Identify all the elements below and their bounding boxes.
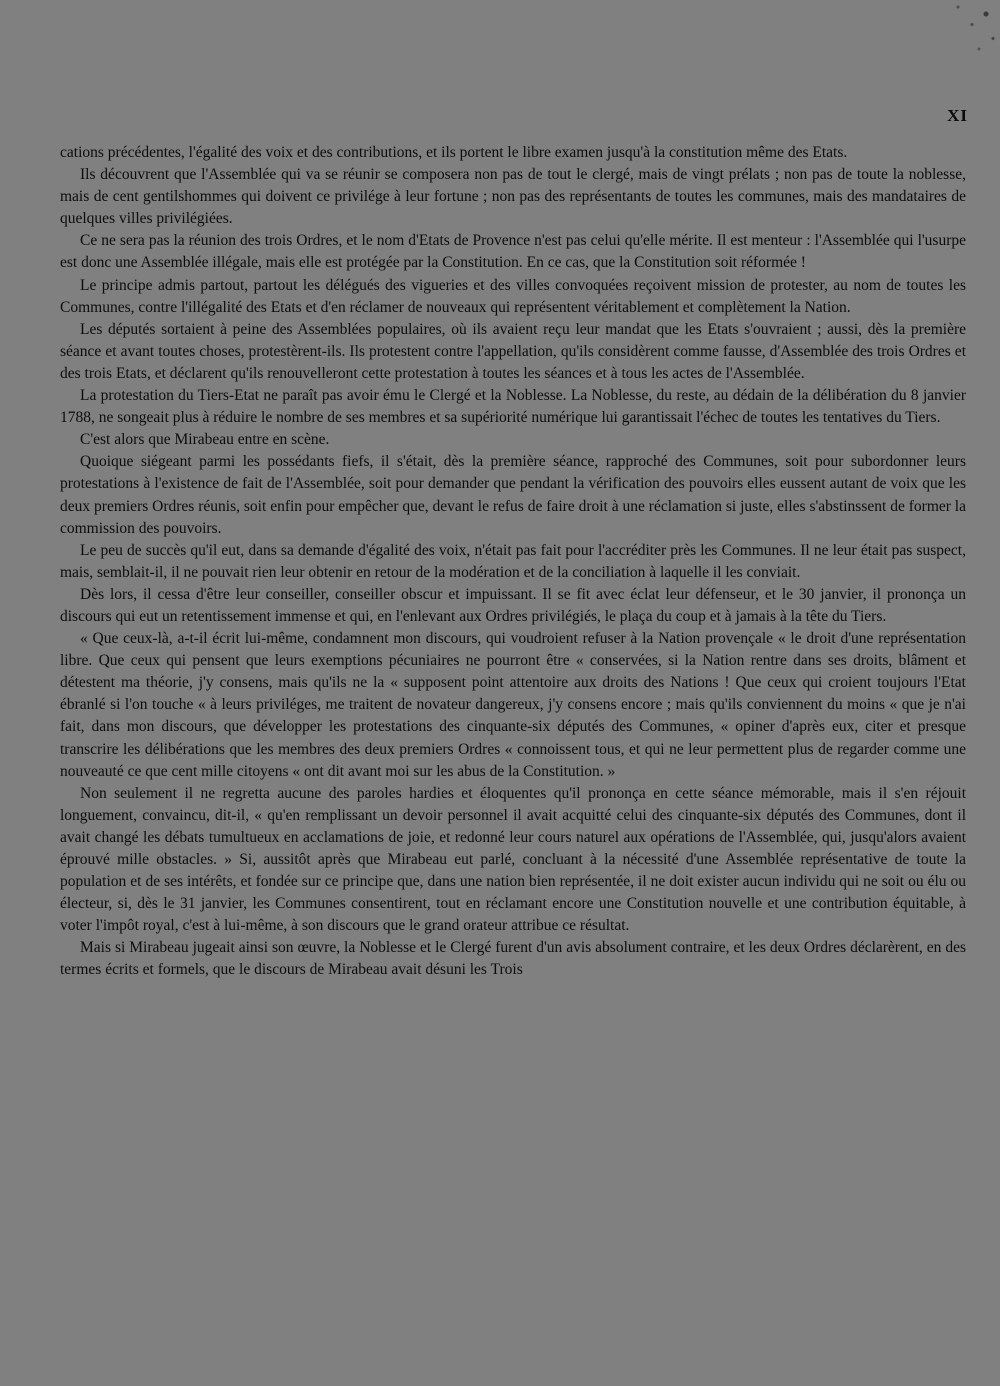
scan-speckle (930, 0, 1000, 70)
paragraph: Ce ne sera pas la réunion des trois Ordres, et le nom d'Etats de Provence n'est pas celui qu'elle mérite. Il est menteur : l'Assemblée qui l'usurpe est donc une Assemblée illégale, mais elle est protégée par la Constitution. En ce cas, que la Constitution soit réformée ! (60, 232, 966, 272)
paragraph: Ils découvrent que l'Assemblée qui va se réunir se composera non pas de tout le clergé, mais de vingt prélats ; non pas de toute la noblesse, mais de cent gentilshommes qui doivent ce privilége à leur fortune ; non pas des représentants de toutes les communes, mais des mandataires de quelques villes privilégiées. (60, 166, 966, 228)
paragraph: Le principe admis partout, partout les délégués des vigueries et des villes convoquées reçoivent mission de protester, au nom de toutes les Communes, contre l'illégalité des Etats et d'en réclamer de nouveaux qui représentent véritablement et complètement la Nation. (60, 276, 966, 316)
quote-paragraph: « Que ceux-là, a-t-il écrit lui-même, condamnent mon discours, qui voudroient refuser à la Nation provençale « le droit d'une représentation libre. Que ceux qui pensent que leurs exemptions pécuniaires ne pourront être « conservées, si la Nation rentre dans ses droits, blâment et détestent ma théorie, j'y consens, mais qu'ils ne la « supposent point attentoire aux droits des Nations ! Que ceux qui croient toujours l'Etat ébranlé si l'on touche « à leurs priviléges, me traitent de novateur dangereux, j'y consens encore ; mais qu'ils conviennent du moins « que je n'ai fait, dans mon discours, que développer les protestations des cinquante-six députés des Communes, « opiner d'après eux, citer et presque transcrire les délibérations que les membres des deux premiers Ordres « connoissent tous, et qui ne leur permettent plus de regarder comme une nouveauté ce que cent mille citoyens « ont dit avant moi sur les abus de la Constitution. » (60, 630, 966, 780)
paragraph: C'est alors que Mirabeau entre en scène. (80, 431, 330, 449)
paragraph: Les députés sortaient à peine des Assemblées populaires, où ils avaient reçu leur mandat que les Etats s'ouvraient ; aussi, dès la première séance et avant toutes choses, protestèrent-ils. Ils protestent contre l'appellation, qu'ils considèrent comme fausse, d'Assemblée des trois Ordres et des trois Etats, et déclarent qu'ils renouvelleront cette protestation à toutes les séances et à tous les actes de l'Assemblée. (60, 320, 966, 382)
body-text (60, 142, 966, 982)
paragraph: Le peu de succès qu'il eut, dans sa demande d'égalité des voix, n'était pas fait pour l'accréditer près les Communes. Il ne leur était pas suspect, mais, semblait-il, il ne pouvait rien leur obtenir en retour de la modération et de la conciliation à laquelle il les conviait. (60, 541, 966, 581)
paragraph: Dès lors, il cessa d'être leur conseiller, conseiller obscur et impuissant. Il se fit avec éclat leur défenseur, et le 30 janvier, il prononça un discours qui eut un retentissement immense et qui, en l'enlevant aux Ordres privilégiés, le plaça du coup et à jamais à la tête du Tiers. (60, 585, 966, 625)
page-number: XI (947, 106, 968, 125)
paragraph: Non seulement il ne regretta aucune des paroles hardies et éloquentes qu'il prononça en cette séance mémorable, mais il s'en réjouit longuement, convaincu, dit-il, « qu'en remplissant un devoir personnel il avait acquitté celui des cinquante-six députés des Communes, dont il avait changé les débats tumultueux en acclamations de joie, et redonné leur cours naturel aux opérations de l'Assemblée, qui, jusqu'alors avaient éprouvé mille obstacles. » Si, aussitôt après que Mirabeau eut parlé, concluant à la nécessité d'une Assemblée représentative de toute la population et de ses intérêts, et fondée sur ce principe que, dans une nation bien représentée, il ne doit exister aucun individu qui ne soit ou élu ou électeur, si, dès le 31 janvier, les Communes consentirent, tout en réclamant encore une Constitution nouvelle et une contribution équitable, à voter l'impôt royal, c'est à lui-même, à son discours que le grand orateur attribue ce résultat. (60, 784, 966, 935)
paragraph: cations précédentes, l'égalité des voix et des contributions, et ils portent le libre examen jusqu'à la constitution même des Etats. (60, 144, 848, 161)
paragraph: Quoique siégeant parmi les possédants fiefs, il s'était, dès la première séance, rapproché des Communes, soit pour subordonner leurs protestations à l'existence de fait de l'Assemblée, soit pour demander que pendant la vérification des pouvoirs elles eussent autant de voix que les deux premiers Ordres réunis, soit enfin pour empêcher que, devant le refus de faire droit à une réclamation si juste, elles s'abstinssent de former la commission des pouvoirs. (60, 453, 966, 537)
paragraph: La protestation du Tiers-Etat ne paraît pas avoir ému le Clergé et la Noblesse. La Noblesse, du reste, au dédain de la délibération du 8 janvier 1788, ne songeait plus à réduire le nombre de ses membres et sa supériorité numérique lui garantissait l'échec de toutes les tentatives du Tiers. (60, 387, 966, 427)
paragraph: Mais si Mirabeau jugeait ainsi son œuvre, la Noblesse et le Clergé furent d'un avis absolument contraire, et les deux Ordres déclarèrent, en des termes écrits et formels, que le discours de Mirabeau avait désuni les Trois (60, 939, 966, 979)
